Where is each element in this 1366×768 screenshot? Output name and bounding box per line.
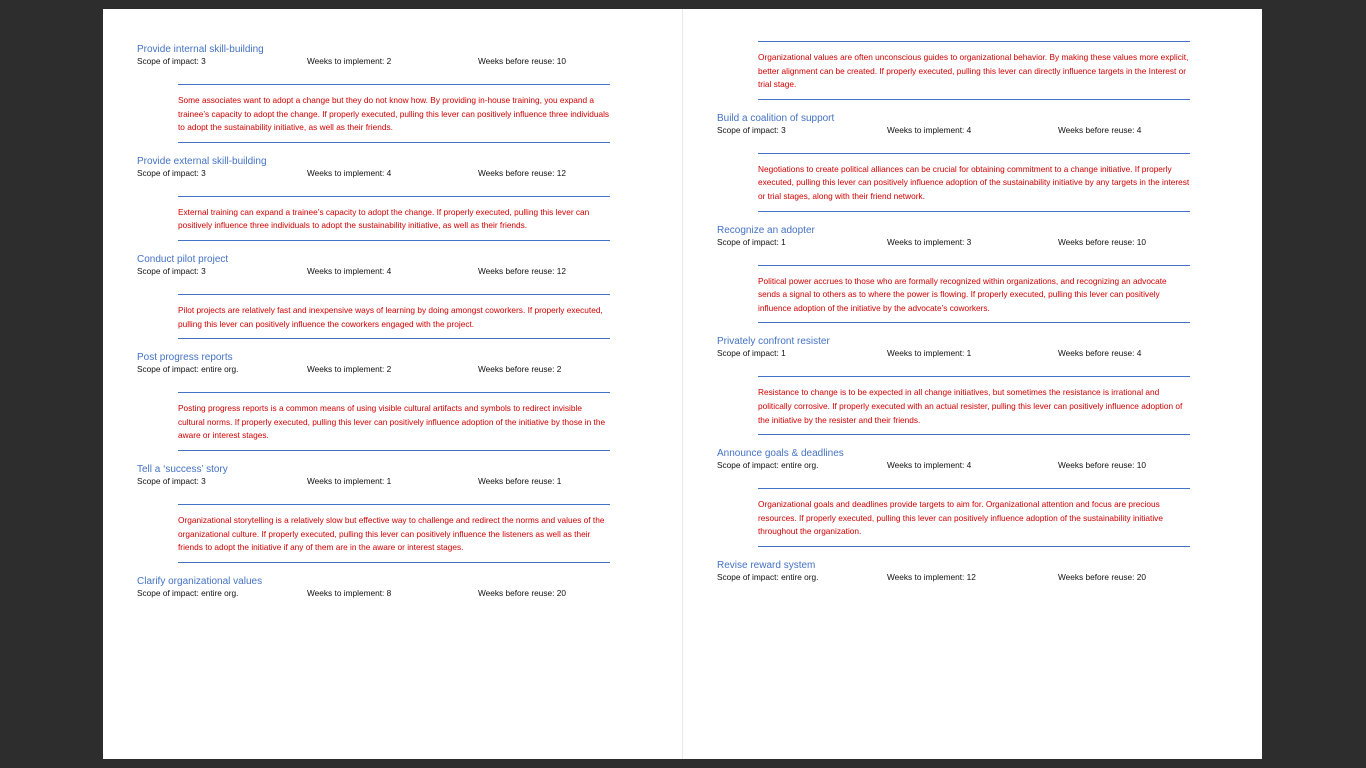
weeks-before-reuse <box>478 168 566 179</box>
scope-of-impact-label: Scope of impact: <box>717 236 779 247</box>
lever-entry <box>137 43 610 155</box>
weeks-to-implement-value: 1 <box>386 475 392 486</box>
lever-entry <box>717 559 1187 583</box>
spacer <box>717 100 1187 112</box>
lever-description: Organizational goals and deadlines provide targets to aim for. Organizational attention and focus are precious resources. If properly executed, pulling this lever can positively influence adoption of the sustainability initiative throughout the organization. <box>758 488 1190 547</box>
scope-of-impact <box>137 56 206 67</box>
spacer <box>137 487 607 504</box>
weeks-to-implement-label: Weeks to implement: <box>307 56 385 66</box>
weeks-before-reuse-label: Weeks before reuse: <box>1058 236 1135 247</box>
lever-title: Tell a ‘success’ story <box>137 463 228 475</box>
scope-of-impact <box>717 125 786 136</box>
scope-of-impact-label: Scope of impact: <box>717 348 779 359</box>
scope-of-impact-value: entire org. <box>781 571 819 582</box>
weeks-to-implement <box>887 572 976 583</box>
weeks-to-implement-value: 2 <box>386 56 392 66</box>
weeks-to-implement-value: 3 <box>966 236 972 247</box>
weeks-before-reuse-label: Weeks before reuse: <box>478 265 555 276</box>
scope-of-impact-value: 3 <box>201 56 206 66</box>
weeks-to-implement-value: 2 <box>386 364 392 375</box>
weeks-to-implement-label: Weeks to implement: <box>887 571 965 582</box>
weeks-to-implement-value: 8 <box>386 587 392 598</box>
weeks-before-reuse-value: 10 <box>1136 236 1146 247</box>
lever-title: Recognize an adopter <box>717 224 815 236</box>
spacer <box>137 67 607 84</box>
spacer <box>717 323 1187 335</box>
weeks-before-reuse-value: 10 <box>1136 460 1146 471</box>
lever-metrics <box>717 572 1187 583</box>
weeks-to-implement-value: 4 <box>386 265 392 276</box>
spacer <box>137 277 607 294</box>
scope-of-impact-value: 3 <box>781 124 786 135</box>
scope-of-impact-label: Scope of impact: <box>717 124 779 135</box>
spacer <box>717 471 1187 488</box>
weeks-to-implement-label: Weeks to implement: <box>307 167 385 178</box>
lever-description: External training can expand a trainee’s capacity to adopt the change. If properly executed, pulling this lever can positively influence three individuals to adopt the sustainability initiative, as well as their friends. <box>178 196 610 241</box>
weeks-to-implement-label: Weeks to implement: <box>307 475 385 486</box>
left-page <box>103 9 682 759</box>
scope-of-impact-value: entire org. <box>781 460 819 471</box>
lever-title: Provide internal skill-building <box>137 44 264 55</box>
weeks-to-implement-label: Weeks to implement: <box>887 348 965 359</box>
lever-title: Build a coalition of support <box>717 112 835 124</box>
scope-of-impact-value: entire org. <box>201 364 239 375</box>
weeks-before-reuse-value: 1 <box>556 475 562 486</box>
spacer <box>137 339 607 351</box>
right-page <box>683 9 1262 759</box>
weeks-to-implement-value: 1 <box>966 348 972 359</box>
scope-of-impact <box>137 476 206 487</box>
lever-metrics <box>137 476 607 487</box>
weeks-before-reuse <box>478 56 566 67</box>
lever-metrics <box>717 125 1187 136</box>
weeks-to-implement <box>887 125 971 136</box>
scope-of-impact-value: entire org. <box>201 587 239 598</box>
scope-of-impact-label: Scope of impact: <box>717 571 779 582</box>
weeks-before-reuse <box>1058 125 1141 136</box>
weeks-to-implement-label: Weeks to implement: <box>887 124 965 135</box>
lever-description: Some associates want to adopt a change but they do not know how. By providing in-house training, you expand a trainee’s capacity to adopt the change. If properly executed, pulling this lever can positively influence three individuals to adopt the sustainability initiative, as well as their friends. <box>178 84 610 143</box>
scope-of-impact <box>137 364 238 375</box>
spacer <box>137 375 607 392</box>
lever-metrics <box>717 460 1187 471</box>
weeks-before-reuse-value: 12 <box>556 167 566 178</box>
scope-of-impact-value: 3 <box>201 265 206 276</box>
right-page-content <box>717 41 1190 583</box>
lever-entry <box>137 253 607 351</box>
scope-of-impact-label: Scope of impact: <box>137 587 199 598</box>
weeks-to-implement-value: 4 <box>966 460 972 471</box>
weeks-to-implement-label: Weeks to implement: <box>307 587 385 598</box>
weeks-before-reuse-label: Weeks before reuse: <box>1058 571 1135 582</box>
scope-of-impact-label: Scope of impact: <box>137 56 199 66</box>
scope-of-impact <box>137 168 206 179</box>
lever-description: Resistance to change is to be expected in all change initiatives, but sometimes the resistance is irrational and politically corrosive. If properly executed with an actual resister, pulling this lever can positively influence adoption of the initiative by the resister and their friends. <box>758 376 1190 435</box>
weeks-before-reuse <box>1058 348 1141 359</box>
lever-metrics <box>137 56 607 67</box>
spacer <box>137 563 607 575</box>
lever-metrics <box>137 364 607 375</box>
scope-of-impact-value: 3 <box>201 475 206 486</box>
weeks-before-reuse-value: 4 <box>1136 348 1142 359</box>
weeks-before-reuse-value: 2 <box>556 364 562 375</box>
scope-of-impact <box>137 266 206 277</box>
weeks-to-implement <box>887 460 971 471</box>
spacer <box>717 359 1187 376</box>
scope-of-impact-value: 1 <box>781 348 786 359</box>
weeks-to-implement <box>307 56 391 67</box>
spacer <box>717 136 1187 153</box>
weeks-before-reuse-label: Weeks before reuse: <box>478 364 555 375</box>
lever-entry <box>717 447 1187 559</box>
weeks-before-reuse-label: Weeks before reuse: <box>478 475 555 486</box>
left-page-content <box>137 43 610 599</box>
lever-description: Organizational storytelling is a relatively slow but effective way to challenge and redirect the norms and values of the organizational culture. If properly executed, pulling this lever can positively influence the listeners as well as their friends to adopt the initiative if any of them are in the aware or interest stages. <box>178 504 610 563</box>
spacer <box>717 547 1187 559</box>
weeks-to-implement <box>307 168 391 179</box>
lever-entry <box>717 335 1187 447</box>
lever-metrics <box>137 588 607 599</box>
lever-entry <box>137 351 607 463</box>
spacer <box>137 143 607 155</box>
lever-title: Provide external skill-building <box>137 155 267 167</box>
weeks-before-reuse <box>1058 572 1146 583</box>
weeks-to-implement-label: Weeks to implement: <box>307 265 385 276</box>
weeks-to-implement-label: Weeks to implement: <box>887 236 965 247</box>
weeks-before-reuse <box>1058 237 1146 248</box>
lever-entry <box>137 575 607 599</box>
weeks-before-reuse-label: Weeks before reuse: <box>1058 460 1135 471</box>
lever-title: Post progress reports <box>137 352 233 364</box>
scope-of-impact-label: Scope of impact: <box>137 475 199 486</box>
lever-metrics <box>137 266 607 277</box>
weeks-before-reuse <box>478 364 561 375</box>
weeks-to-implement-label: Weeks to implement: <box>307 364 385 375</box>
document-spread <box>103 9 1262 759</box>
lever-title: Announce goals & deadlines <box>717 448 844 460</box>
scope-of-impact <box>717 572 818 583</box>
weeks-before-reuse-value: 20 <box>556 587 566 598</box>
lever-description: Posting progress reports is a common means of using visible cultural artifacts and symbols to redirect invisible cultural norms. If properly executed, pulling this lever can positively influence adoption of the initiative by those in the aware or interest stages. <box>178 392 610 451</box>
scope-of-impact-label: Scope of impact: <box>137 167 199 178</box>
lever-entry <box>717 224 1187 336</box>
lever-title: Conduct pilot project <box>137 253 229 265</box>
lever-metrics <box>717 348 1187 359</box>
weeks-to-implement-label: Weeks to implement: <box>887 460 965 471</box>
scope-of-impact-label: Scope of impact: <box>717 460 779 471</box>
spacer <box>717 435 1187 447</box>
weeks-before-reuse-label: Weeks before reuse: <box>1058 124 1135 135</box>
spacer <box>137 241 607 253</box>
scope-of-impact-value: 1 <box>781 236 786 247</box>
weeks-to-implement <box>307 266 391 277</box>
scope-of-impact-label: Scope of impact: <box>137 265 199 276</box>
lever-title: Clarify organizational values <box>137 575 263 587</box>
weeks-to-implement-value: 12 <box>966 571 976 582</box>
weeks-before-reuse <box>478 266 566 277</box>
weeks-to-implement-value: 4 <box>386 167 392 178</box>
weeks-to-implement <box>307 476 391 487</box>
spacer <box>137 179 607 196</box>
lever-description-continued: Organizational values are often unconscious guides to organizational behavior. By making these values more explicit, better alignment can be created. If properly executed, pulling this lever can directly influence targets in the Interest or trial stage. <box>758 41 1190 100</box>
weeks-to-implement-value: 4 <box>966 124 972 135</box>
weeks-before-reuse-label: Weeks before reuse: <box>478 167 555 178</box>
weeks-before-reuse-label: Weeks before reuse: <box>478 587 555 598</box>
weeks-to-implement <box>307 364 391 375</box>
scope-of-impact-value: 3 <box>201 167 206 178</box>
scope-of-impact-label: Scope of impact: <box>137 364 199 375</box>
scope-of-impact <box>717 237 786 248</box>
weeks-before-reuse <box>478 588 566 599</box>
lever-entry <box>137 463 607 575</box>
weeks-before-reuse <box>478 476 561 487</box>
weeks-to-implement <box>887 237 971 248</box>
scope-of-impact <box>717 460 818 471</box>
lever-title: Privately confront resister <box>717 336 830 348</box>
spacer <box>137 451 607 463</box>
weeks-to-implement <box>887 348 971 359</box>
spacer <box>717 248 1187 265</box>
lever-entry <box>717 112 1190 224</box>
lever-description: Negotiations to create political alliances can be crucial for obtaining commitment to a change initiative. If properly executed, pulling this lever can positively influence adoption of the sustainability initiative by any targets in the interest or trial stages, along with their friend network. <box>758 153 1190 212</box>
weeks-before-reuse-label: Weeks before reuse: <box>1058 348 1135 359</box>
weeks-before-reuse-label: Weeks before reuse: <box>478 56 555 66</box>
weeks-to-implement <box>307 588 391 599</box>
scope-of-impact <box>717 348 786 359</box>
weeks-before-reuse-value: 10 <box>556 56 566 66</box>
lever-description: Pilot projects are relatively fast and inexpensive ways of learning by doing amongst coworkers. If properly executed, pulling this lever can positively influence the coworkers engaged with the project. <box>178 294 610 339</box>
weeks-before-reuse <box>1058 460 1146 471</box>
lever-title: Revise reward system <box>717 559 816 571</box>
lever-metrics <box>137 168 607 179</box>
lever-metrics <box>717 237 1187 248</box>
weeks-before-reuse-value: 4 <box>1136 124 1142 135</box>
weeks-before-reuse-value: 20 <box>1136 571 1146 582</box>
scope-of-impact <box>137 588 238 599</box>
lever-entry <box>137 155 607 253</box>
lever-description: Political power accrues to those who are formally recognized within organizations, and recognizing an advocate sends a signal to others as to where the power is flowing. If properly executed, pulling this lever can positively influence adoption of the initiative by the advocate’s coworkers. <box>758 265 1190 324</box>
spacer <box>717 212 1187 224</box>
weeks-before-reuse-value: 12 <box>556 265 566 276</box>
